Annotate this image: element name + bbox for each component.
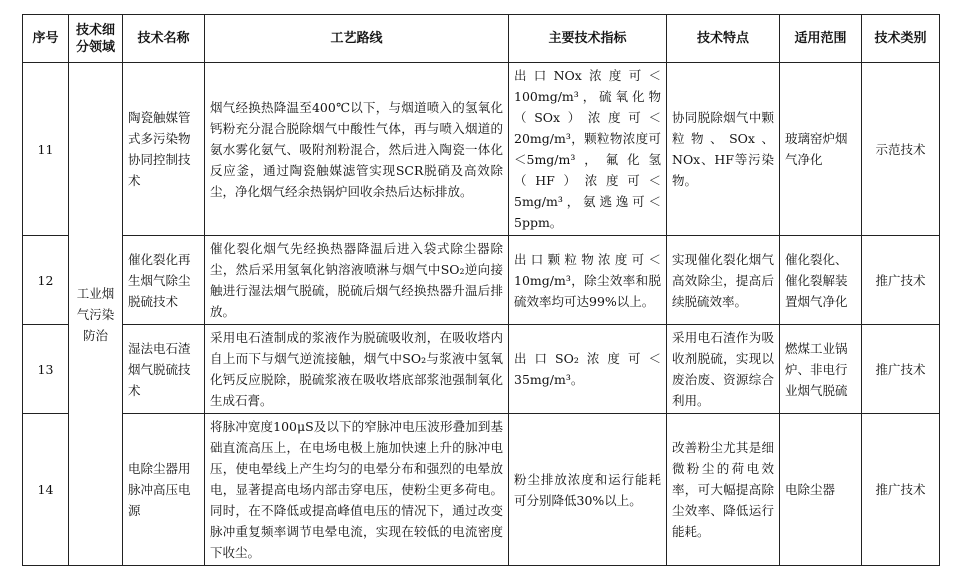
table-row: [23, 236, 940, 325]
header-category: 技术类别: [862, 15, 940, 63]
cell-seq: 11: [23, 63, 69, 236]
header-features: 技术特点: [667, 15, 780, 63]
cell-features: 改善粉尘尤其是细微粉尘的荷电效率，可大幅提高除尘效率、降低运行能耗。: [667, 414, 780, 566]
cell-scope: 催化裂化、催化裂解装置烟气净化: [780, 236, 862, 325]
cell-name: 陶瓷触媒管式多污染物协同控制技术: [123, 63, 205, 236]
cell-process: 催化裂化烟气先经换热器降温后进入袋式除尘器除尘，然后采用氢氧化钠溶液喷淋与烟气中SO₂逆向接触进行湿法烟气脱硫，脱硫后烟气经换热器升温后排放。: [205, 236, 509, 325]
cell-subfield: 工业烟气污染防治: [69, 63, 123, 566]
cell-category: 推广技术: [862, 325, 940, 414]
header-process: 工艺路线: [205, 15, 509, 63]
table-row: [23, 325, 940, 414]
header-name: 技术名称: [123, 15, 205, 63]
cell-features: 实现催化裂化烟气高效除尘，提高后续脱硫效率。: [667, 236, 780, 325]
cell-process: 将脉冲宽度100μS及以下的窄脉冲电压波形叠加到基础直流高压上，在电场电极上施加快速上升的脉冲电压，使电晕线上产生均匀的电晕分布和强烈的电晕放电，显著提高电场内部击穿电压，使粉尘更多荷电。同时，在不降低或提高峰值电压的情况下，通过改变脉冲重复频率调节电晕电流，实现在较低的电流密度下收尘。: [205, 414, 509, 566]
header-subfield: 技术细分领域: [69, 15, 123, 63]
cell-indicators: 粉尘排放浓度和运行能耗可分别降低30%以上。: [509, 414, 667, 566]
table-row: [23, 414, 940, 566]
cell-seq: 14: [23, 414, 69, 566]
header-scope: 适用范围: [780, 15, 862, 63]
cell-category: 推广技术: [862, 414, 940, 566]
cell-seq: 12: [23, 236, 69, 325]
cell-name: 电除尘器用脉冲高压电源: [123, 414, 205, 566]
cell-indicators: 出口NOx浓度可＜100mg/m³，硫氧化物（SOx）浓度可＜20mg/m³，颗粒物浓度可＜5mg/m³，氟化氢（HF）浓度可＜5mg/m³，氨逃逸可＜5ppm。: [509, 63, 667, 236]
cell-scope: 玻璃窑炉烟气净化: [780, 63, 862, 236]
cell-name: 湿法电石渣烟气脱硫技术: [123, 325, 205, 414]
cell-process: 烟气经换热降温至400℃以下，与烟道喷入的氢氧化钙粉充分混合脱除烟气中酸性气体，再与喷入烟道的氨水雾化氨气、吸附剂粉混合，然后进入陶瓷一体化反应釜，通过陶瓷触媒滤管实现SCR脱硝及高效除尘，净化烟气经余热锅炉回收余热后达标排放。: [205, 63, 509, 236]
cell-indicators: 出口SO₂浓度可＜35mg/m³。: [509, 325, 667, 414]
table-header-row: [23, 15, 940, 63]
cell-scope: 电除尘器: [780, 414, 862, 566]
cell-indicators: 出口颗粒物浓度可＜10mg/m³，除尘效率和脱硫效率均可达99%以上。: [509, 236, 667, 325]
cell-category: 示范技术: [862, 63, 940, 236]
table-row: [23, 63, 940, 236]
technology-table: [22, 14, 940, 566]
header-seq: 序号: [23, 15, 69, 63]
cell-name: 催化裂化再生烟气除尘脱硫技术: [123, 236, 205, 325]
cell-features: 协同脱除烟气中颗粒物、SOx、NOx、HF等污染物。: [667, 63, 780, 236]
cell-seq: 13: [23, 325, 69, 414]
cell-scope: 燃煤工业锅炉、非电行业烟气脱硫: [780, 325, 862, 414]
header-indicators: 主要技术指标: [509, 15, 667, 63]
cell-features: 采用电石渣作为吸收剂脱硫，实现以废治废、资源综合利用。: [667, 325, 780, 414]
cell-process: 采用电石渣制成的浆液作为脱硫吸收剂，在吸收塔内自上而下与烟气逆流接触，烟气中SO₂与浆液中氢氧化钙反应脱除，脱硫浆液在吸收塔底部浆池强制氧化生成石膏。: [205, 325, 509, 414]
cell-category: 推广技术: [862, 236, 940, 325]
